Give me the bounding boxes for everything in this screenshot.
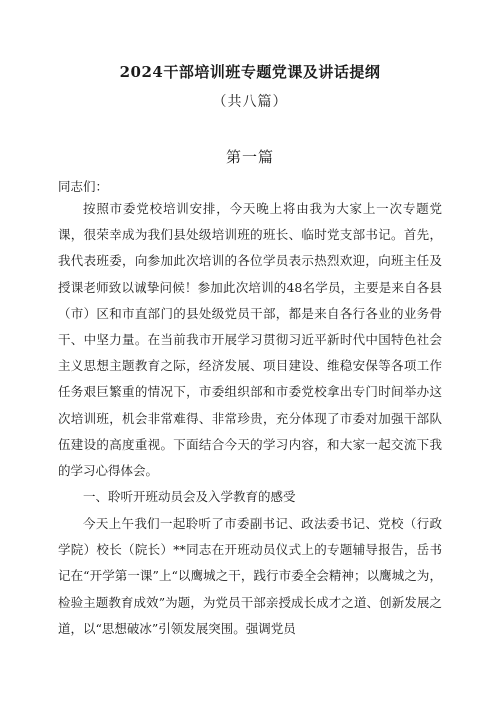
body-paragraph-2: 今天上午我们一起聆听了市委副书记、政法委书记、党校（行政学院）校长（院长）**同志在开班动员仪式上的专题辅导报告，岳书记在“开学第一课”上“以鹰城之干，践行市委全会精神；以鹰城之为，检验主题教育成效”为题，为党员干部亲授成长成才之道、创新发展之道，以“思想破冰”引领发展突围。强调党员 [58,516,442,636]
document-title: 2024干部培训班专题党课及讲话提纲 [119,63,381,81]
section-heading: 第一篇 [225,148,274,166]
subheading-1: 一、聆听开班动员会及入学教育的感受 [83,489,296,504]
document-subtitle: （共八篇） [212,94,288,110]
body-paragraph-1: 按照市委党校培训安排，今天晚上将由我为大家上一次专题党课，很荣幸成为我们县处级培训班的班长、临时党支部书记。首先，我代表班委，向参加此次培训的各位学员表示热烈欢迎，向班主任及授课老师致以诚挚问候！参加此次培训的48名学员，主要是来自各县（市）区和市直部门的县处级党员干部，都是来自各行各业的业务骨干、中坚力量。在当前我市开展学习贯彻习近平新时代中国特色社会主义思想主题教育之际，经济发展、项目建设、维稳安保等各项工作任务艰巨繁重的情况下，市委组织部和市委党校拿出专门时间举办这次培训班，机会非常难得、非常珍贵，充分体现了市委对加强干部队伍建设的高度重视。下面结合今天的学习内容，和大家一起交流下我的学习心得体会。 [58,201,442,479]
salutation: 同志们： [58,179,109,194]
